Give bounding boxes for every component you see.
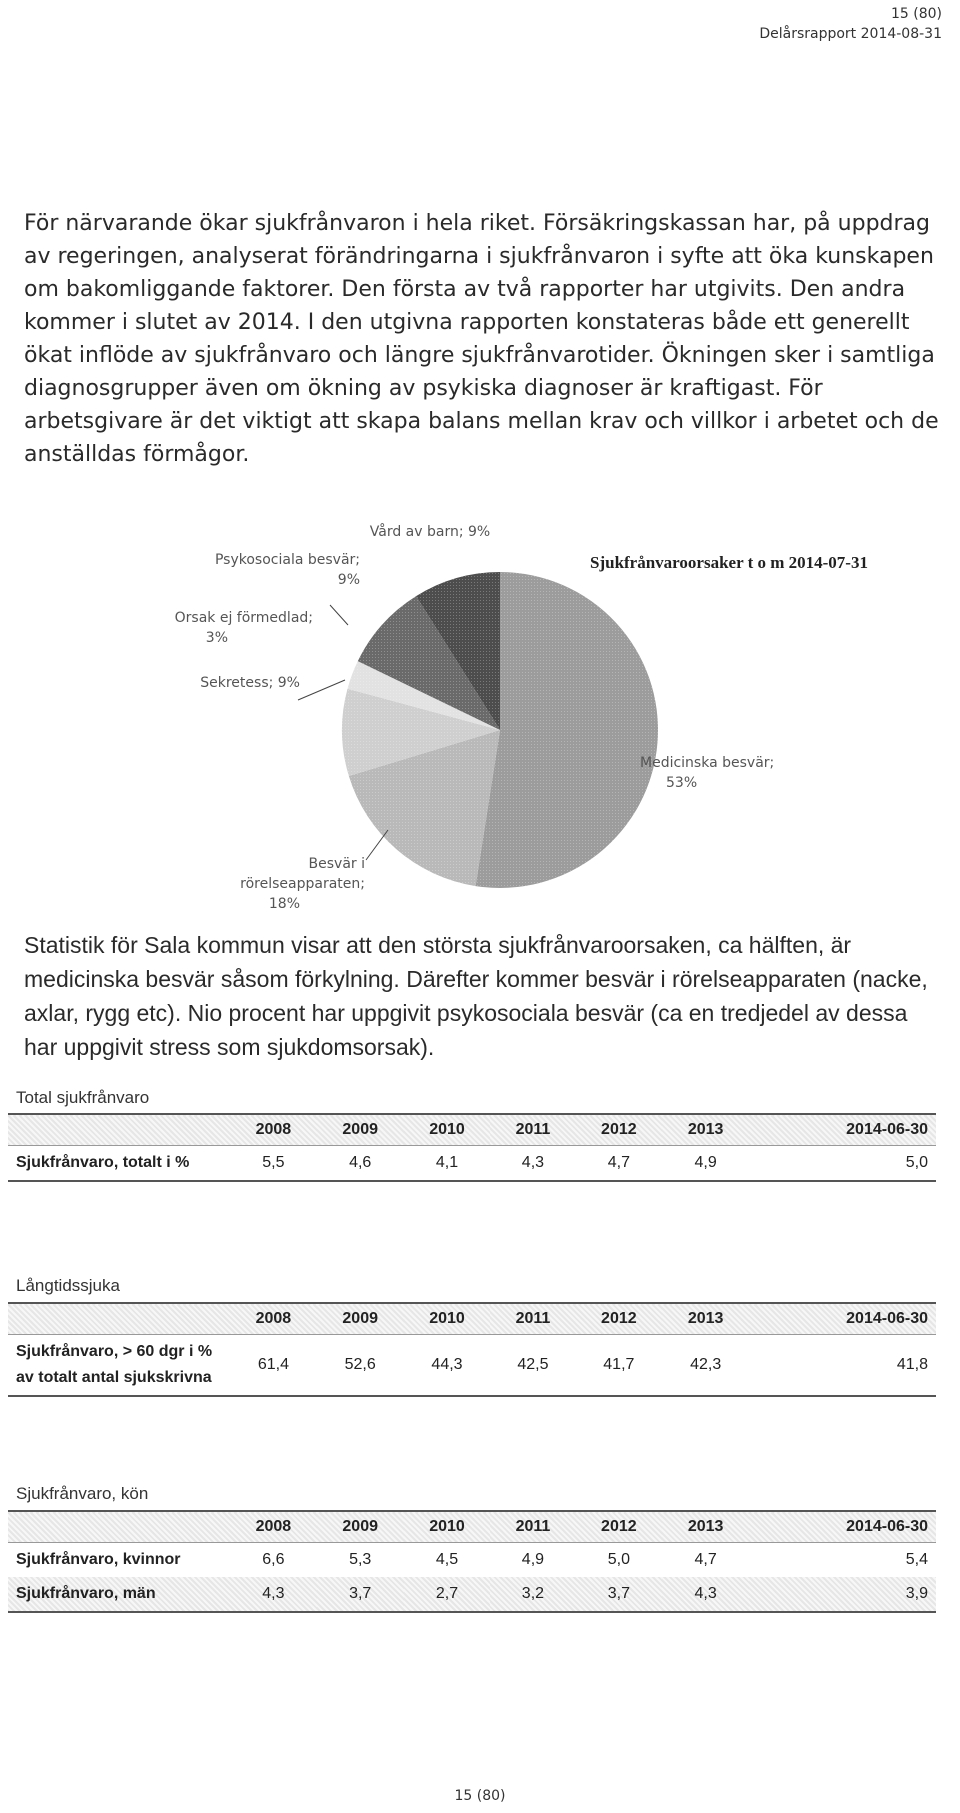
pie-label-3: Sekretess; 9% [200, 675, 300, 691]
cell-value: 5,5 [262, 1154, 285, 1171]
table-header-row [8, 1303, 936, 1335]
pie-label-5: Psykosociala besvär; [214, 552, 360, 568]
cell-value: 6,6 [262, 1551, 285, 1568]
cell-value: 3,2 [521, 1585, 545, 1602]
cell-value: 4,3 [262, 1585, 285, 1602]
year-header: 2011 [515, 1310, 551, 1327]
table-row [8, 1146, 936, 1182]
cell-value: 41,7 [603, 1356, 635, 1373]
pie-label-4: 3% [205, 630, 228, 646]
cell-value: 3,7 [607, 1585, 630, 1602]
table-title-total: Total sjukfrånvaro [16, 1088, 150, 1107]
cell-value: 4,9 [694, 1154, 717, 1171]
year-header: 2009 [342, 1121, 378, 1138]
pie-leader-line [330, 605, 348, 625]
table-sick-leave-gender [8, 1510, 936, 1613]
cell-value: 61,4 [257, 1356, 289, 1373]
row-label: Sjukfrånvaro, kvinnor [16, 1551, 181, 1568]
year-header: 2012 [601, 1518, 637, 1535]
page-footer: 15 (80) [454, 1788, 506, 1804]
pie-label-2: 18% [268, 896, 300, 912]
pie-leader-line [298, 680, 345, 700]
pie-label-2: Besvär i [308, 856, 365, 872]
pie-label-1: Medicinska besvär; [640, 755, 775, 771]
table-row [8, 1577, 936, 1612]
cell-value: 44,3 [431, 1356, 463, 1373]
year-header: 2008 [255, 1310, 292, 1327]
cell-value: 42,5 [517, 1356, 549, 1373]
intro-paragraph: För närvarande ökar sjukfrånvaron i hela riket. Försäkringskassan har, på uppdrag av regeringen, analyserat förändringarna i sjukfrånvaron i syfte att öka kunskapen om bakomliggande faktorer. Den första av två rapporter har utgivits. Den andra kommer i slutet av 2014. I den utgivna rapporten konstateras både ett generellt ökat inflöde av sjukfrånvaro och längre sjukfrånvarotider. Ökningen sker i samtliga diagnosgrupper även om ökning av psykiska diagnoser är kraftigast. För arbetsgivare är det viktigt att skapa balans mellan krav och villkor i arbetet och de anställdas förmågor. [24, 211, 939, 467]
chart-title: Sjukfrånvaroorsaker t o m 2014-07-31 [590, 553, 868, 572]
pie-chart [0, 524, 960, 920]
year-header: 2011 [515, 1121, 551, 1138]
pie-texture [342, 572, 658, 888]
cell-value: 4,3 [521, 1154, 545, 1171]
cell-value: 52,6 [344, 1356, 376, 1373]
report-name: Delårsrapport 2014-08-31 [759, 26, 942, 42]
table-header-row [8, 1511, 936, 1543]
cell-value: 4,5 [435, 1551, 459, 1568]
cell-value: 5,0 [905, 1154, 928, 1171]
pie-label-4: Orsak ej förmedlad; [174, 610, 313, 626]
cell-value: 4,7 [694, 1551, 717, 1568]
row-label: Sjukfrånvaro, män [16, 1585, 156, 1602]
year-header: 2013 [687, 1518, 724, 1535]
table-total-sick-leave [8, 1113, 936, 1182]
year-header: 2009 [342, 1518, 378, 1535]
pie-leader-line [366, 830, 388, 860]
pie-label-1: 53% [666, 775, 698, 791]
summary-paragraph: Statistik för Sala kommun visar att den största sjukfrånvaroorsaken, ca hälften, är medicinska besvär såsom förkylning. Därefter kommer besvär i rörelseapparaten (nacke, axlar, rygg etc). Nio procent har uppgivit psykosociala besvär (ca en tredjedel av dessa har uppgivit stress som sjukdomsorsak). [24, 932, 928, 1060]
year-header: 2014-06-30 [846, 1518, 928, 1535]
year-header: 2008 [255, 1121, 292, 1138]
page-number: 15 (80) [890, 6, 942, 22]
row-label: Sjukfrånvaro, > 60 dgr i % av totalt antal sjukskrivna [16, 1343, 213, 1386]
table-long-term-sick [8, 1302, 936, 1397]
year-header: 2014-06-30 [846, 1310, 928, 1327]
year-header: 2012 [601, 1310, 637, 1327]
cell-value: 5,3 [349, 1551, 372, 1568]
year-header: 2012 [601, 1121, 637, 1138]
cell-value: 4,9 [521, 1551, 545, 1568]
table-title-gender: Sjukfrånvaro, kön [16, 1484, 149, 1503]
cell-value: 4,3 [694, 1585, 717, 1602]
cell-value: 2,7 [435, 1585, 459, 1602]
year-header: 2011 [515, 1518, 551, 1535]
cell-value: 4,1 [435, 1154, 459, 1171]
year-header: 2010 [429, 1518, 465, 1535]
cell-value: 5,4 [905, 1551, 928, 1568]
cell-value: 41,8 [896, 1356, 928, 1373]
year-header: 2010 [429, 1121, 465, 1138]
year-header: 2013 [687, 1310, 724, 1327]
row-label: Sjukfrånvaro, totalt i % [16, 1154, 190, 1171]
table-header-row [8, 1114, 936, 1146]
page-header [759, 4, 942, 44]
cell-value: 3,7 [349, 1585, 372, 1602]
cell-value: 4,6 [349, 1154, 372, 1171]
pie-label-2: rörelseapparaten; [240, 876, 365, 892]
table-title-long-term: Långtidssjuka [16, 1276, 120, 1295]
table-row [8, 1543, 936, 1578]
cell-value: 4,7 [607, 1154, 630, 1171]
year-header: 2013 [687, 1121, 724, 1138]
cell-value: 42,3 [690, 1356, 722, 1373]
year-header: 2014-06-30 [846, 1121, 928, 1138]
cell-value: 3,9 [905, 1585, 928, 1602]
pie-label-6: Vård av barn; 9% [369, 524, 491, 540]
year-header: 2009 [342, 1310, 378, 1327]
year-header: 2010 [429, 1310, 465, 1327]
pie-label-5: 9% [337, 572, 360, 588]
table-row [8, 1335, 936, 1397]
year-header: 2008 [255, 1518, 292, 1535]
cell-value: 5,0 [607, 1551, 630, 1568]
